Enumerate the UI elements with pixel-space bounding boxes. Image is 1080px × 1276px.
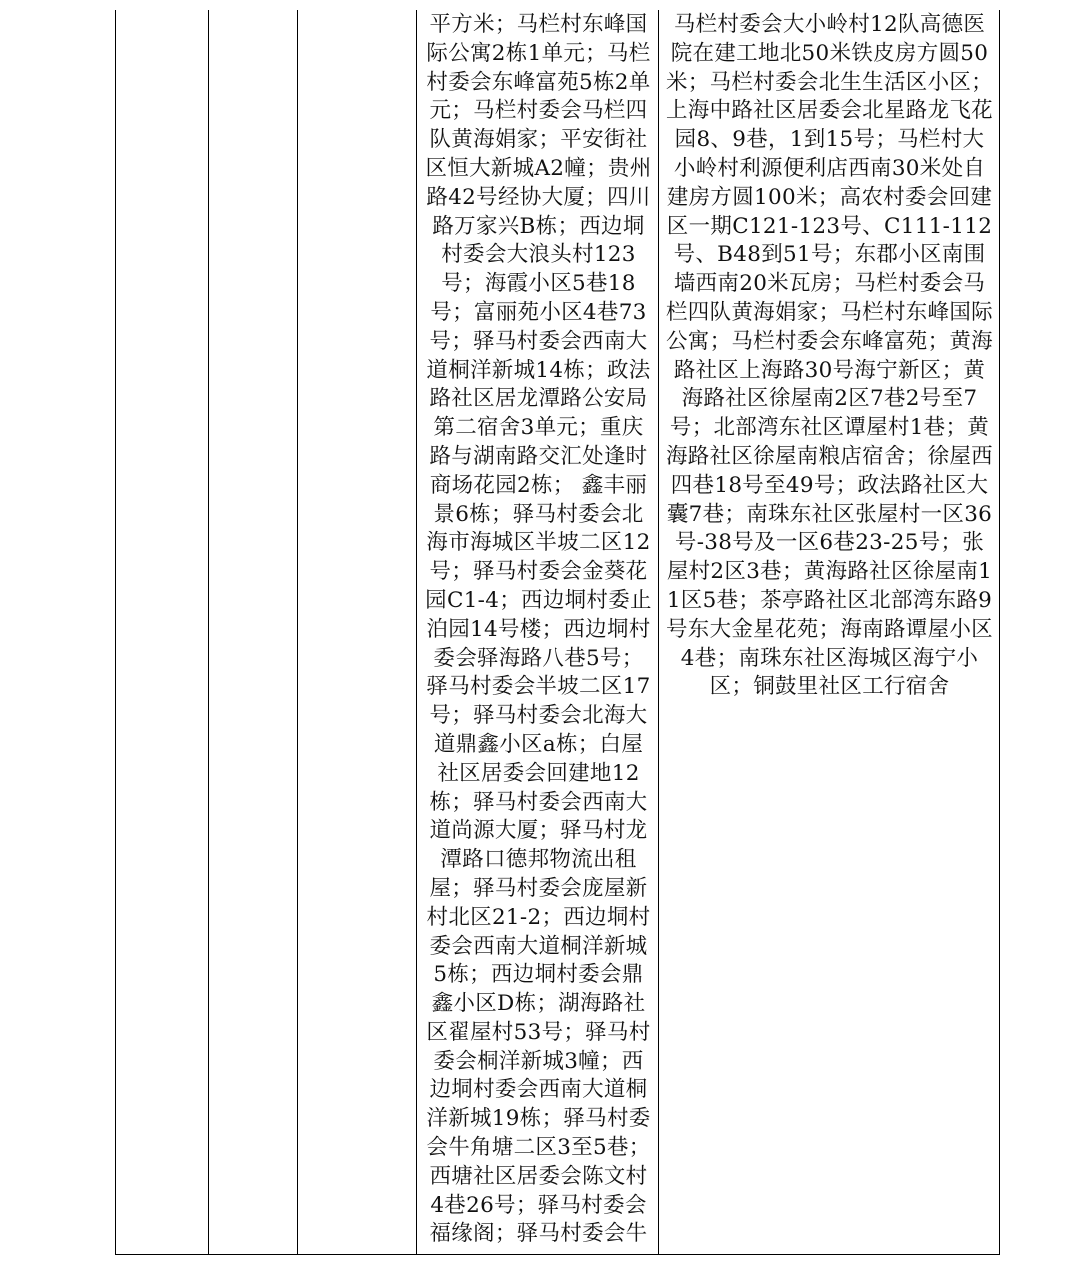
table-cell-other-addresses — [659, 10, 1000, 1254]
table-cell-col-2 — [209, 10, 298, 1254]
table-cell-high-risk-addresses — [417, 10, 659, 1254]
address-list-text: 马栏村委会大小岭村12队高德医院在建工地北50米铁皮房方圆50米；马栏村委会北生生活区小区；上海中路社区居委会北星路龙飞花园8、9巷，1到15号；马栏村大小岭村利源便利店西南30米处自建房方圆100米；高农村委会回建区一期C121-123号、C111-112号、B48到51号；东郡小区南围墙西南20米瓦房；马栏村委会马栏四队黄海娟家；马栏村东峰国际公寓；马栏村委会东峰富苑；黄海路社区上海路30号海宁新区；黄海路社区徐屋南2区7巷2号至7号；北部湾东社区谭屋村1巷；黄海路社区徐屋南粮店宿舍；徐屋西四巷18号至49号；政法路社区大囊7巷；南珠东社区张屋村一区36号-38号及一区6巷23-25号；张屋村2区3巷；黄海路社区徐屋南11区5巷；茶亭路社区北部湾东路9号东大金星花苑；海南路谭屋小区4巷；南珠东社区海城区海宁小区；铜鼓里社区工行宿舍 — [665, 12, 993, 700]
address-list-text: 平方米；马栏村东峰国际公寓2栋1单元；马栏村委会东峰富苑5栋2单元；马栏村委会马栏四队黄海娟家；平安街社区恒大新城A2幢；贵州路42号经协大厦；四川路万家兴B栋；西边垌村委会大浪头村123号；海霞小区5巷18号；富丽苑小区4巷73号；驿马村委会西南大道桐洋新城14栋；政法路社区居龙潭路公安局第二宿舍3单元；重庆路与湖南路交汇处逢时商场花园2栋； 鑫丰丽景6栋；驿马村委会北海市海城区半坡二区12号；驿马村委会金葵花园C1-4；西边垌村委止泊园14号楼；西边垌村委会驿海路八巷5号；驿马村委会半坡二区17号；驿马村委会北海大道鼎鑫小区a栋；白屋社区居委会回建地12栋；驿马村委会西南大道尚源大厦；驿马村龙潭路口德邦物流出租屋；驿马村委会庞屋新村北区21-2；西边垌村委会西南大道桐洋新城5栋；西边垌村委会鼎鑫小区D栋；湖海路社区翟屋村53号；驿马村委会桐洋新城3幢；西边垌村委会西南大道桐洋新城19栋；驿马村委会牛角塘二区3至5巷；西塘社区居委会陈文村4巷26号；驿马村委会福缘阁；驿马村委会牛 — [425, 12, 652, 1247]
address-table — [115, 10, 1000, 1255]
table-cell-col-1 — [116, 10, 209, 1254]
table-cell-col-3 — [298, 10, 417, 1254]
